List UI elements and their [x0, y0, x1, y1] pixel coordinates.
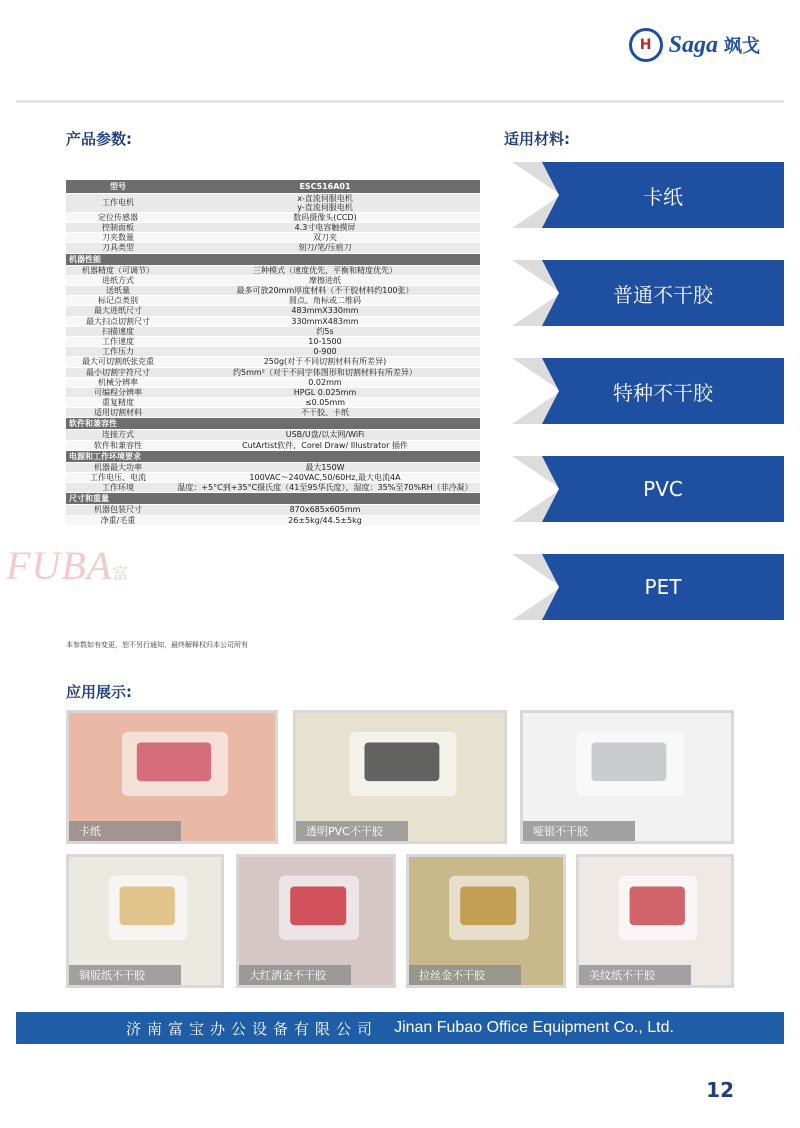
spec-key: 扫描速度 — [66, 326, 170, 336]
spec-row — [66, 408, 480, 418]
spec-value-line: y-直流伺服电机 — [297, 202, 353, 212]
spec-key: 最大扫点切割尺寸 — [66, 316, 170, 326]
application-photo — [66, 854, 224, 988]
fuba-watermark — [6, 542, 129, 589]
spec-value — [170, 440, 480, 450]
spec-row — [66, 265, 480, 275]
spec-key: 送纸量 — [66, 286, 170, 296]
spec-section-row — [66, 418, 480, 430]
spec-value — [170, 243, 480, 253]
spec-value-line: 约5s — [316, 326, 334, 336]
spec-row — [66, 387, 480, 397]
spec-value-line: 870x685x605mm — [289, 505, 361, 515]
application-photo — [66, 710, 278, 844]
material-banner — [512, 554, 784, 620]
spec-value — [170, 286, 480, 296]
spec-key: 最大进纸尺寸 — [66, 306, 170, 316]
spec-key: 刀夹数量 — [66, 233, 170, 243]
spec-value-line: x-直流伺服电机 — [297, 193, 353, 203]
spec-value — [170, 296, 480, 306]
material-banner — [512, 162, 784, 228]
brand-logo — [629, 28, 760, 62]
spec-value-line: 250g(对于不同切割材料有所差异) — [263, 357, 387, 367]
spec-value — [170, 473, 480, 483]
spec-key: 进纸方式 — [66, 275, 170, 285]
spec-value — [170, 357, 480, 367]
spec-row — [66, 367, 480, 377]
application-caption: 哑银不干胶 — [523, 821, 635, 841]
application-caption: 透明PVC不干胶 — [296, 821, 408, 841]
spec-section-row — [66, 253, 480, 265]
material-banner — [512, 260, 784, 326]
spec-key: 工作环境 — [66, 483, 170, 493]
disclaimer-note: 本参数如有变更，恕不另行通知，最终解释权归本公司所有 — [66, 641, 248, 649]
application-caption: 大红洒金不干胶 — [239, 965, 351, 985]
spec-header-key: 型号 — [66, 180, 170, 193]
spec-section-row — [66, 493, 480, 505]
spec-row — [66, 473, 480, 483]
spec-value-line: 摩擦进纸 — [309, 275, 341, 285]
spec-row — [66, 306, 480, 316]
spec-key: 机器包装尺寸 — [66, 505, 170, 515]
application-caption: 拉丝金不干胶 — [409, 965, 521, 985]
params-title: 产品参数: — [66, 130, 132, 148]
application-photo — [236, 854, 396, 988]
spec-value — [170, 193, 480, 212]
spec-value — [170, 367, 480, 377]
spec-row — [66, 398, 480, 408]
spec-value-line: 4.3寸电容触摸屏 — [294, 223, 356, 233]
page-number: 12 — [706, 1078, 734, 1102]
spec-header-row — [66, 180, 480, 193]
spec-value-line: 10-1500 — [308, 336, 342, 346]
spec-row — [66, 440, 480, 450]
spec-value-line: CutArtist软件，Corel Draw/ Illustrator 插件 — [242, 440, 408, 450]
spec-key: 定位传感器 — [66, 212, 170, 222]
spec-header-value: ESC516A01 — [170, 180, 480, 193]
spec-value-line: 不干胶、卡纸 — [301, 408, 349, 418]
spec-value — [170, 326, 480, 336]
spec-key: 工作电压、电流 — [66, 473, 170, 483]
spec-row — [66, 347, 480, 357]
spec-value-line: 0.02mm — [308, 377, 342, 387]
application-caption: 卡纸 — [69, 821, 181, 841]
spec-row — [66, 326, 480, 336]
spec-value-line: 三种模式（速度优先、平衡和精度优先） — [253, 265, 397, 275]
spec-row — [66, 296, 480, 306]
logo-wordmark: Saga — [668, 31, 718, 58]
spec-value — [170, 265, 480, 275]
spec-row — [66, 336, 480, 346]
application-photo — [520, 710, 734, 844]
material-label: 卡纸 — [643, 184, 683, 209]
material-banner — [512, 358, 784, 424]
spec-value-line: 温度：+5°C到+35°C摄氏度（41至95华氏度），湿度：35%至70%RH（非冷凝） — [177, 483, 473, 493]
application-caption: 铜版纸不干胶 — [69, 965, 181, 985]
spec-value-line: HPGL 0.025mm — [293, 387, 357, 397]
spec-table — [66, 180, 480, 526]
spec-row — [66, 505, 480, 515]
spec-row — [66, 483, 480, 493]
material-label: PVC — [643, 477, 683, 501]
spec-value-line: 100VAC～240VAC,50/60Hz,最大电流4A — [249, 473, 401, 482]
spec-row — [66, 316, 480, 326]
spec-value-line: USB/U盘/以太网/WiFi — [285, 430, 365, 440]
logo-mark-icon: H — [629, 28, 663, 62]
watermark-text: FUBA — [6, 543, 113, 588]
spec-section-label: 电源和工作环境要求 — [66, 450, 480, 462]
watermark-sub: 富 — [112, 566, 130, 583]
spec-key: 可编程分辨率 — [66, 387, 170, 397]
materials-title: 适用材料: — [504, 130, 570, 148]
spec-value — [170, 347, 480, 357]
spec-row — [66, 430, 480, 440]
spec-key: 刀具类型 — [66, 243, 170, 253]
header-divider — [16, 100, 784, 103]
spec-row — [66, 212, 480, 222]
spec-key: 重复精度 — [66, 398, 170, 408]
spec-key: 机器精度（可调节） — [66, 265, 170, 275]
spec-key: 净重/毛重 — [66, 515, 170, 525]
spec-value-line: 最多可放20mm厚度材料（不干胶材料约100张） — [236, 286, 414, 295]
material-banner — [512, 456, 784, 522]
application-caption: 美纹纸不干胶 — [579, 965, 691, 985]
spec-key: 软件和兼容性 — [66, 440, 170, 450]
spec-value — [170, 398, 480, 408]
logo-chinese: 飒戈 — [724, 36, 760, 57]
spec-section-label: 软件和兼容性 — [66, 418, 480, 430]
spec-value-line: 330mmX483mm — [291, 316, 359, 326]
spec-value — [170, 483, 480, 493]
spec-section-row — [66, 450, 480, 462]
spec-row — [66, 193, 480, 212]
spec-value — [170, 306, 480, 316]
spec-value-line: ≤0.05mm — [304, 398, 346, 408]
spec-value — [170, 408, 480, 418]
spec-row — [66, 462, 480, 472]
spec-row — [66, 515, 480, 525]
spec-value — [170, 336, 480, 346]
spec-value — [170, 275, 480, 285]
spec-key: 工作速度 — [66, 336, 170, 346]
spec-row — [66, 286, 480, 296]
spec-value-line: 刻刀/笔/压痕刀 — [298, 243, 352, 253]
spec-value — [170, 233, 480, 243]
company-name-cn: 济南富宝办公设备有限公司 — [126, 1019, 379, 1038]
spec-value — [170, 430, 480, 440]
company-name-en: Jinan Fubao Office Equipment Co., Ltd. — [394, 1019, 674, 1036]
spec-row — [66, 275, 480, 285]
spec-value-line: 数码摄像头(CCD) — [293, 212, 357, 222]
spec-value — [170, 515, 480, 525]
spec-value — [170, 505, 480, 515]
spec-key: 最小切割字符尺寸 — [66, 367, 170, 377]
spec-value-line: 0-900 — [313, 347, 337, 357]
company-footer — [16, 1012, 784, 1044]
spec-key: 机器最大功率 — [66, 462, 170, 472]
spec-value — [170, 212, 480, 222]
spec-value — [170, 377, 480, 387]
spec-value — [170, 223, 480, 233]
spec-key: 控制面板 — [66, 223, 170, 233]
material-label: PET — [644, 575, 682, 599]
spec-row — [66, 377, 480, 387]
spec-key: 标记点类别 — [66, 296, 170, 306]
spec-value-line: 圆点、角标或二维码 — [289, 296, 361, 306]
spec-value — [170, 462, 480, 472]
material-label: 特种不干胶 — [613, 380, 713, 405]
spec-value — [170, 316, 480, 326]
spec-section-label: 尺寸和重量 — [66, 493, 480, 505]
spec-section-label: 机器性能 — [66, 253, 480, 265]
spec-row — [66, 223, 480, 233]
spec-key: 工作压力 — [66, 347, 170, 357]
application-photo — [576, 854, 734, 988]
spec-key: 最大可切割纸张克重 — [66, 357, 170, 367]
spec-key: 适用切割材料 — [66, 408, 170, 418]
spec-value-line: 最大150W — [305, 462, 345, 472]
apps-title: 应用展示: — [66, 683, 132, 701]
spec-key: 机械分辨率 — [66, 377, 170, 387]
spec-value-line: 约5mm²（对于不同字体图形和切割材料有所差异） — [233, 367, 417, 377]
spec-key: 工作电机 — [66, 193, 170, 212]
application-photo — [293, 710, 507, 844]
spec-row — [66, 243, 480, 253]
application-photo — [406, 854, 566, 988]
spec-value-line: 26±5kg/44.5±5kg — [288, 515, 362, 525]
material-label: 普通不干胶 — [613, 282, 713, 307]
spec-value-line: 双刀夹 — [313, 233, 337, 243]
spec-value — [170, 387, 480, 397]
spec-row — [66, 357, 480, 367]
spec-key: 连接方式 — [66, 430, 170, 440]
spec-row — [66, 233, 480, 243]
spec-value-line: 483mmX330mm — [291, 306, 359, 316]
